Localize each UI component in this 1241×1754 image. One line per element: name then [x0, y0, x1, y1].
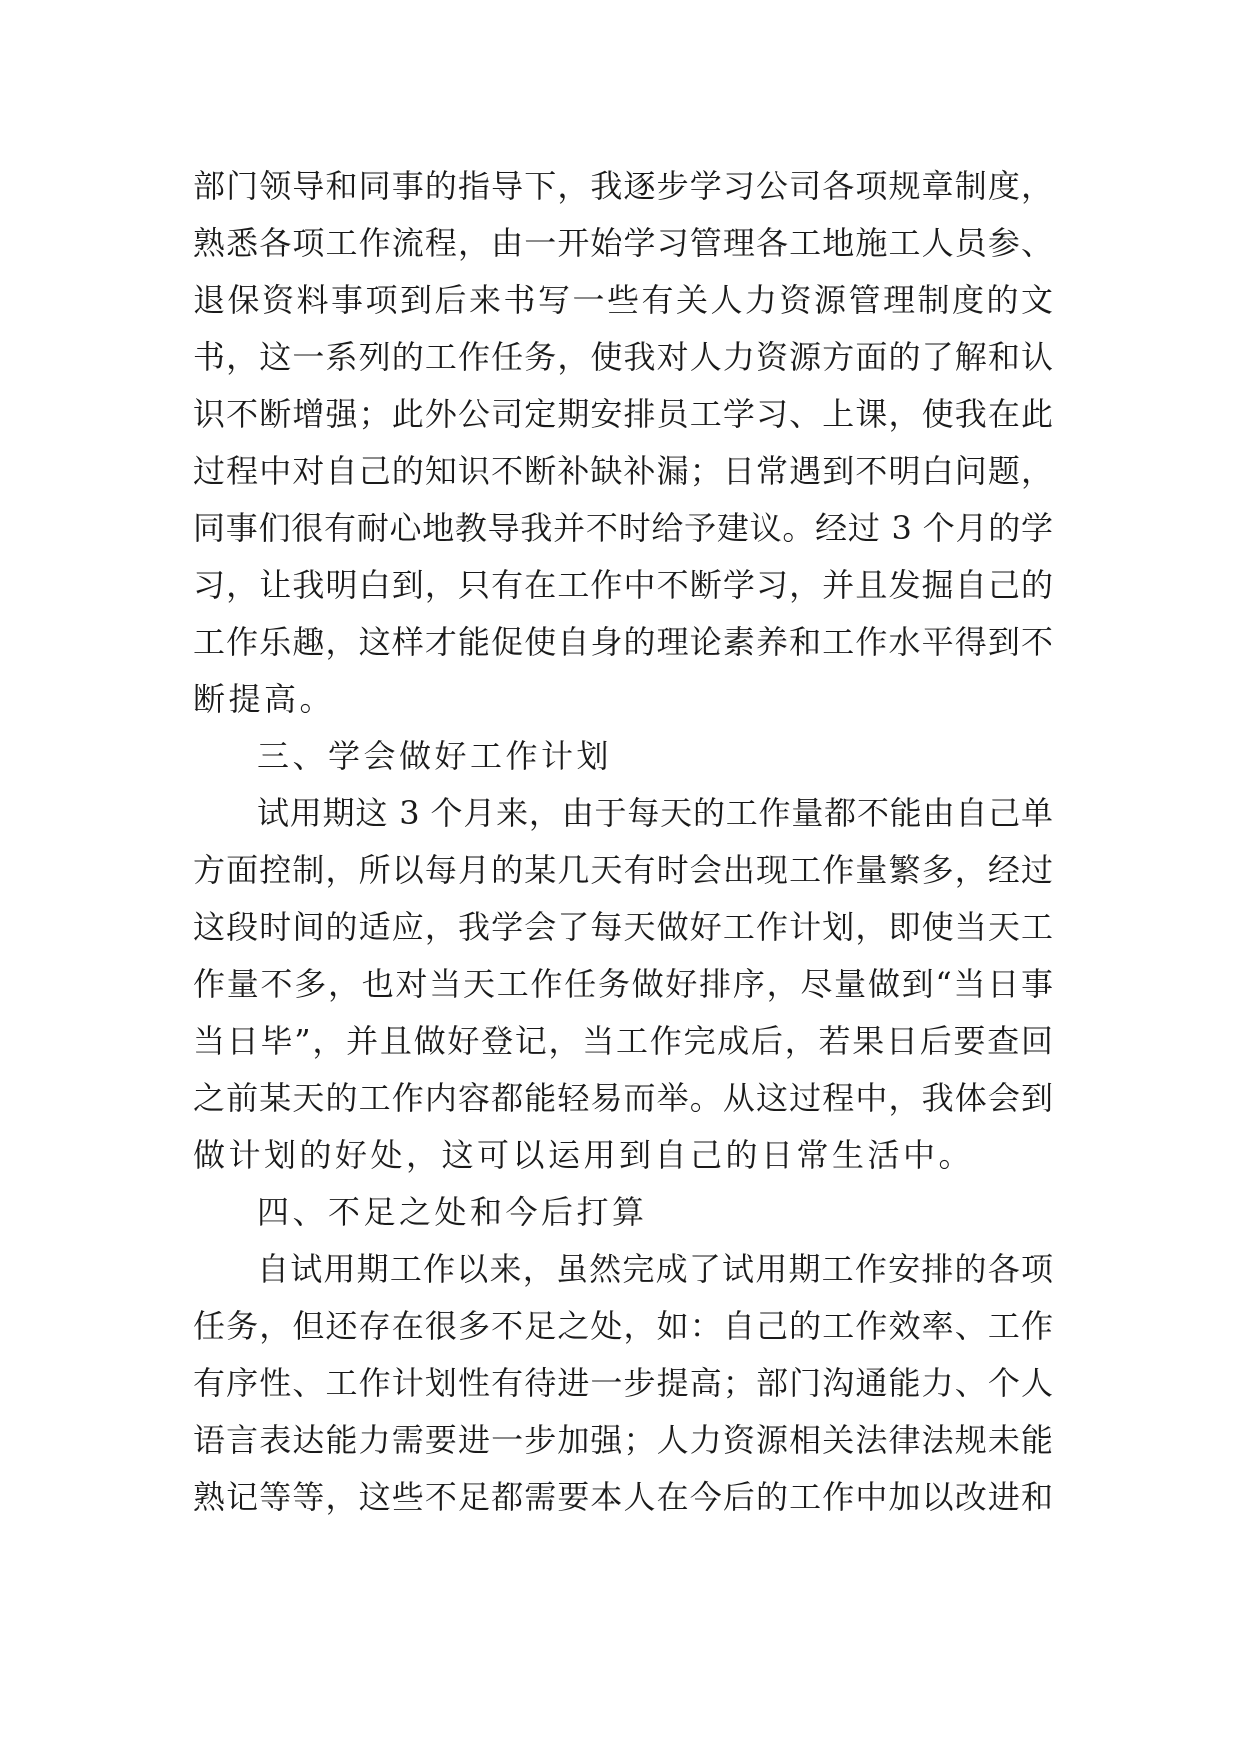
text-line: 之前某天的工作内容都能轻易而举。从这过程中，我体会到	[193, 1079, 1053, 1117]
section-heading: 四、不足之处和今后打算	[257, 1193, 648, 1231]
paragraph-first-line: 自试用期工作以来，虽然完成了试用期工作安排的各项	[257, 1250, 1053, 1288]
text-line: 习，让我明白到，只有在工作中不断学习，并且发掘自己的	[193, 566, 1053, 604]
text-line: 当日毕”，并且做好登记，当工作完成后，若果日后要查回	[193, 1022, 1053, 1060]
text-line: 熟悉各项工作流程，由一开始学习管理各工地施工人员参、	[193, 224, 1053, 262]
text-line: 工作乐趣，这样才能促使自身的理论素养和工作水平得到不	[193, 623, 1053, 661]
text-line: 断提高。	[193, 680, 336, 718]
text-line: 语言表达能力需要进一步加强；人力资源相关法律法规未能	[193, 1421, 1053, 1459]
body-text	[193, 158, 1053, 1526]
text-line: 这段时间的适应，我学会了每天做好工作计划，即使当天工	[193, 908, 1053, 946]
text-line: 任务，但还存在很多不足之处，如：自己的工作效率、工作	[193, 1307, 1053, 1345]
paragraph-first-line: 试用期这 3 个月来，由于每天的工作量都不能由自己单	[257, 794, 1053, 832]
text-line: 书，这一系列的工作任务，使我对人力资源方面的了解和认	[193, 338, 1053, 376]
text-line: 部门领导和同事的指导下，我逐步学习公司各项规章制度，	[193, 167, 1053, 205]
text-line: 退保资料事项到后来书写一些有关人力资源管理制度的文	[193, 281, 1053, 319]
text-line: 熟记等等，这些不足都需要本人在今后的工作中加以改进和	[193, 1478, 1053, 1516]
text-line: 方面控制，所以每月的某几天有时会出现工作量繁多，经过	[193, 851, 1053, 889]
text-line: 有序性、工作计划性有待进一步提高；部门沟通能力、个人	[193, 1364, 1053, 1402]
text-line: 做计划的好处，这可以运用到自己的日常生活中。	[193, 1136, 975, 1174]
text-line: 识不断增强；此外公司定期安排员工学习、上课，使我在此	[193, 395, 1053, 433]
text-line: 同事们很有耐心地教导我并不时给予建议。经过 3 个月的学	[193, 509, 1053, 547]
text-line: 作量不多，也对当天工作任务做好排序，尽量做到“当日事	[193, 965, 1053, 1003]
section-heading: 三、学会做好工作计划	[257, 737, 613, 775]
text-line: 过程中对自己的知识不断补缺补漏；日常遇到不明白问题，	[193, 452, 1053, 490]
